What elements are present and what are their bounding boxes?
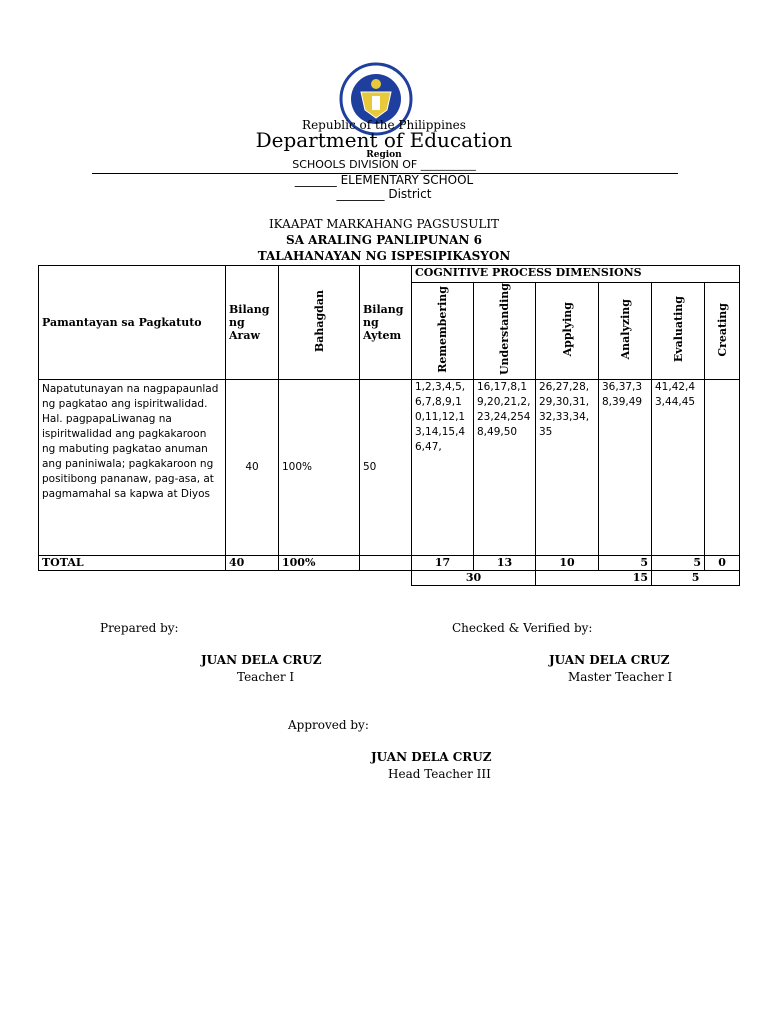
understanding-cell: 16,17,8,19,20,21,2,23,24,2548,49,50	[474, 380, 536, 556]
total-applying: 10	[536, 556, 599, 571]
total-analyzing: 5	[599, 556, 652, 571]
header-evaluating-cell	[652, 283, 705, 380]
approved-label: Approved by:	[288, 718, 369, 732]
total-evaluating: 5	[652, 556, 705, 571]
header-applying-cell	[536, 283, 599, 380]
prepared-title: Teacher I	[237, 670, 295, 684]
total-items	[360, 556, 412, 571]
competency-cell: Napatutunayan na nagpapaunlad ng pagkatao ang ispiritwalidad. Hal. pagpapaLiwanag na ispiritwalidad ang pagkakaroon ng mabuting pagkatao anuman ang paniniwala; pagkakaroon ng positibong pananaw, pag-asa, at pagmamahal sa kapwa at Diyos	[39, 380, 226, 556]
region-text: Region	[366, 150, 402, 160]
analyzing-cell: 36,37,38,39,49	[599, 380, 652, 556]
table-title: TALAHANAYAN NG ISPESIPIKASYON	[257, 249, 511, 263]
prepared-name: JUAN DELA CRUZ	[201, 653, 322, 667]
weight-cell: 100%	[279, 380, 360, 556]
header-applying: Applying	[560, 302, 574, 357]
prepared-label: Prepared by:	[100, 621, 179, 635]
days-cell: 40	[226, 380, 279, 556]
header-remembering-cell	[412, 283, 474, 380]
subtotal-row	[39, 571, 740, 586]
subtotal-mid: 15	[536, 571, 652, 586]
subtotal-low: 30	[412, 571, 536, 586]
subject-title: SA ARALING PANLIPUNAN 6	[286, 233, 482, 247]
header-understanding-cell	[474, 283, 536, 380]
total-label: TOTAL	[39, 556, 226, 571]
total-row	[39, 556, 740, 571]
creating-cell	[705, 380, 740, 556]
approved-title: Head Teacher III	[388, 767, 491, 781]
checked-name: JUAN DELA CRUZ	[549, 653, 670, 667]
header-analyzing-cell	[599, 283, 652, 380]
header-items: Bilang ng Aytem	[360, 266, 412, 380]
header-understanding: Understanding	[498, 283, 511, 376]
header-analyzing: Analyzing	[618, 299, 632, 360]
header-weight-cell	[279, 266, 360, 380]
total-remembering: 17	[412, 556, 474, 571]
header-remembering: Remembering	[436, 286, 449, 373]
header-cognitive: COGNITIVE PROCESS DIMENSIONS	[412, 266, 740, 283]
specification-table	[38, 265, 740, 586]
header-creating: Creating	[715, 302, 729, 357]
header-competency: Pamantayan sa Pagkatuto	[39, 266, 226, 380]
exam-title: IKAAPAT MARKAHANG PAGSUSULIT	[268, 217, 500, 231]
subtotal-high: 5	[652, 571, 740, 586]
checked-label: Checked & Verified by:	[452, 621, 593, 635]
total-creating: 0	[705, 556, 740, 571]
header-creating-cell	[705, 283, 740, 380]
remembering-cell: 1,2,3,4,5,6,7,8,9,10,11,12,13,14,15,46,47,	[412, 380, 474, 556]
items-cell: 50	[360, 380, 412, 556]
table-row	[39, 380, 740, 556]
total-days: 40	[226, 556, 279, 571]
applying-cell: 26,27,28,29,30,31,32,33,34,35	[536, 380, 599, 556]
division-text: SCHOOLS DIVISION OF __________	[292, 158, 476, 171]
district-text: ________ District	[336, 187, 432, 201]
header-days: Bilang ng Araw	[226, 266, 279, 380]
department-title: Department of Education	[255, 128, 513, 152]
header-evaluating: Evaluating	[671, 296, 685, 363]
republic-text: Republic of the Philippines	[302, 118, 466, 132]
header-weight: Bahagdan	[312, 289, 326, 353]
evaluating-cell: 41,42,43,44,45	[652, 380, 705, 556]
total-weight: 100%	[279, 556, 360, 571]
approved-name: JUAN DELA CRUZ	[371, 750, 492, 764]
checked-title: Master Teacher I	[568, 670, 673, 684]
total-understanding: 13	[474, 556, 536, 571]
school-text: _______ ELEMENTARY SCHOOL	[294, 173, 474, 187]
